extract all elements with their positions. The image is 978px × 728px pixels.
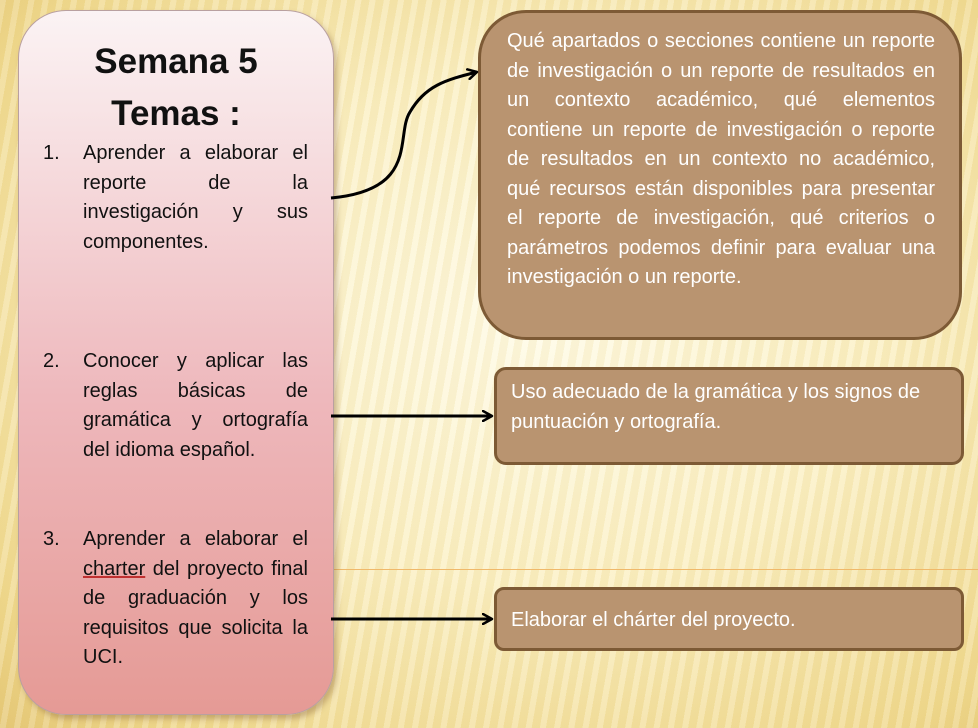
topic-text-end: del proyecto final de graduación y los requisitos que solicita la UCI. xyxy=(83,557,308,668)
detail-box-charter: Elaborar el chárter del proyecto. xyxy=(494,587,964,651)
detail-box-report: Qué apartados o secciones contiene un reporte de investigación o un reporte de resultados en un contexto académico, qué elementos contiene un reporte de investigación o reporte de resultados en un contexto no académico, qué recursos están disponibles para presentar el reporte de investigación, qué criterios o parámetros podemos definir para evaluar una investigación o un reporte. xyxy=(478,10,962,340)
topic-text: Aprender a elaborar el reporte de la investigación y sus componentes. xyxy=(83,142,308,253)
panel-title-week: Semana 5 xyxy=(94,42,258,81)
topic-number: 2. xyxy=(43,350,60,372)
topic-number: 1. xyxy=(43,142,60,164)
arrow-to-report-box xyxy=(331,72,477,198)
panel-title-topics: Temas : xyxy=(111,94,241,133)
topic-number: 3. xyxy=(43,528,60,550)
detail-box-grammar: Uso adecuado de la gramática y los signos de puntuación y ortografía. xyxy=(494,367,964,465)
charter-word: charter xyxy=(83,557,146,580)
topic-text: Conocer y aplicar las reglas básicas de gramática y ortografía del idioma español. xyxy=(83,350,308,461)
topic-text-start: Aprender a elaborar el xyxy=(83,528,308,550)
